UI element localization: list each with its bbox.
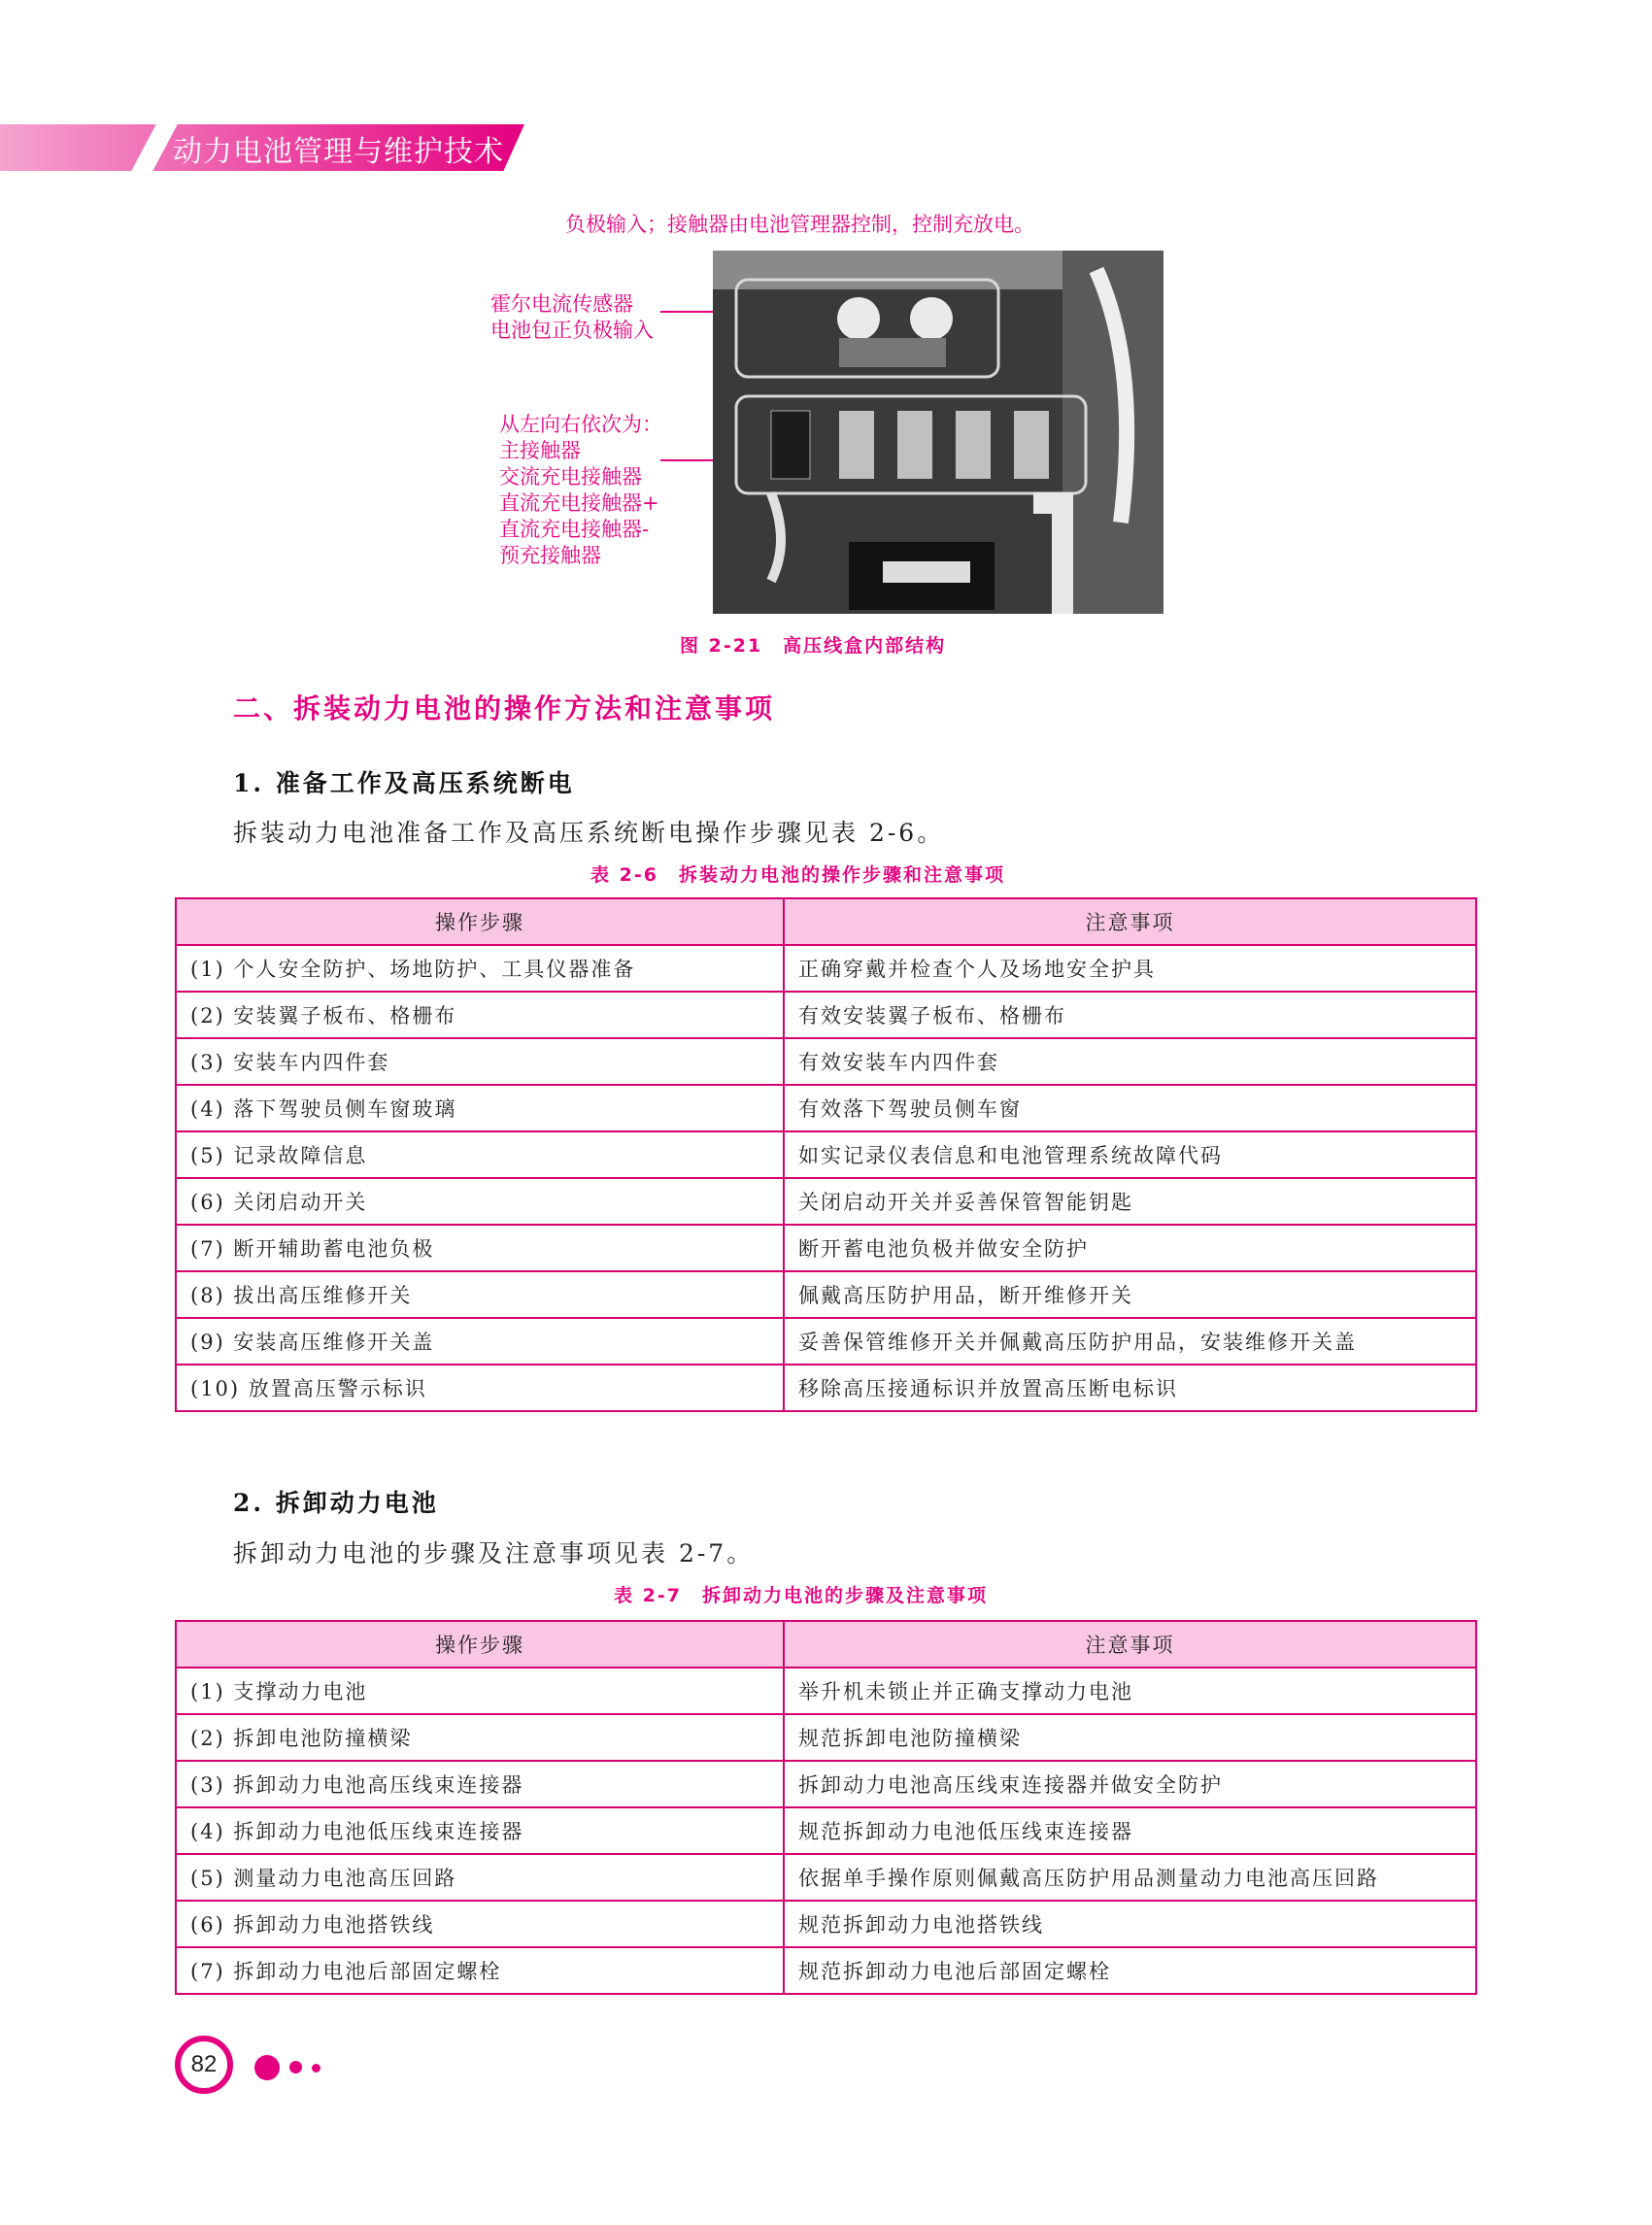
step-cell: (10) 放置高压警示标识 [176,1365,784,1411]
note-cell: 规范拆卸电池防撞横梁 [784,1714,1476,1761]
note-cell: 正确穿戴并检查个人及场地安全护具 [784,945,1476,992]
decorative-dot [254,2055,280,2080]
step-cell: (5) 记录故障信息 [176,1131,784,1178]
column-header-notes: 注意事项 [784,898,1476,945]
table-row [176,1085,1476,1131]
part2-heading: 2. 拆卸动力电池 [233,1489,439,1517]
step-cell: (6) 关闭启动开关 [176,1178,784,1225]
note-cell: 佩戴高压防护用品，断开维修开关 [784,1271,1476,1318]
photo-illustration [713,251,1163,614]
table-row [176,1038,1476,1085]
table-row [176,1714,1476,1761]
table-row [176,1761,1476,1807]
table-row [176,1854,1476,1901]
section-title: 二、拆装动力电池的操作方法和注意事项 [233,692,776,725]
step-cell: (2) 拆卸电池防撞横梁 [176,1714,784,1761]
figure-caption: 图 2-21 高压线盒内部结构 [680,635,947,657]
note-cell: 有效落下驾驶员侧车窗 [784,1085,1476,1131]
table-row [176,1178,1476,1225]
table-row [176,1225,1476,1271]
note-cell: 有效安装翼子板布、格栅布 [784,992,1476,1038]
note-cell: 有效安装车内四件套 [784,1038,1476,1085]
step-cell: (3) 安装车内四件套 [176,1038,784,1085]
table-2-6 [175,897,1477,1412]
table-row [176,992,1476,1038]
column-header-steps: 操作步骤 [176,1621,784,1668]
table-row [176,1271,1476,1318]
decorative-dot [312,2064,320,2073]
table-header-row [176,898,1476,945]
step-cell: (1) 个人安全防护、场地防护、工具仪器准备 [176,945,784,992]
annotation-hall-sensor: 霍尔电流传感器 电池包正负极输入 [490,292,654,342]
note-cell: 规范拆卸动力电池搭铁线 [784,1901,1476,1947]
table-2-6-caption: 表 2-6 拆装动力电池的操作步骤和注意事项 [590,864,1005,886]
column-header-notes: 注意事项 [784,1621,1476,1668]
table-row [176,945,1476,992]
part2-intro: 拆卸动力电池的步骤及注意事项见表 2-7。 [233,1539,755,1568]
note-cell: 移除高压接通标识并放置高压断电标识 [784,1365,1476,1411]
table-row [176,1318,1476,1365]
table-row [176,1901,1476,1947]
note-cell: 举升机未锁止并正确支撑动力电池 [784,1668,1476,1714]
table-row [176,1947,1476,1994]
table-header-row [176,1621,1476,1668]
step-cell: (9) 安装高压维修开关盖 [176,1318,784,1365]
step-cell: (7) 断开辅助蓄电池负极 [176,1225,784,1271]
note-cell: 依据单手操作原则佩戴高压防护用品测量动力电池高压回路 [784,1854,1476,1901]
step-cell: (1) 支撑动力电池 [176,1668,784,1714]
table-row [176,1131,1476,1178]
table-row [176,1365,1476,1411]
annotation-contactors: 从左向右依次为： 主接触器 交流充电接触器 直流充电接触器+ 直流充电接触器- 预充接触器 [499,413,662,567]
high-voltage-box-photo [713,251,1163,614]
table-2-7 [175,1620,1477,1995]
note-cell: 断开蓄电池负极并做安全防护 [784,1225,1476,1271]
step-cell: (5) 测量动力电池高压回路 [176,1854,784,1901]
table-row [176,1668,1476,1714]
part1-heading: 1. 准备工作及高压系统断电 [233,769,575,797]
annotation-top: 负极输入；接触器由电池管理器控制，控制充放电。 [565,213,1034,236]
note-cell: 规范拆卸动力电池后部固定螺栓 [784,1947,1476,1994]
step-cell: (4) 拆卸动力电池低压线束连接器 [176,1807,784,1854]
note-cell: 关闭启动开关并妥善保管智能钥匙 [784,1178,1476,1225]
note-cell: 拆卸动力电池高压线束连接器并做安全防护 [784,1761,1476,1807]
page-number: 82 [190,2051,218,2077]
step-cell: (8) 拔出高压维修开关 [176,1271,784,1318]
step-cell: (7) 拆卸动力电池后部固定螺栓 [176,1947,784,1994]
book-title: 动力电池管理与维护技术 [173,135,504,169]
step-cell: (4) 落下驾驶员侧车窗玻璃 [176,1085,784,1131]
table-row [176,1807,1476,1854]
note-cell: 如实记录仪表信息和电池管理系统故障代码 [784,1131,1476,1178]
table-2-7-caption: 表 2-7 拆卸动力电池的步骤及注意事项 [614,1585,988,1606]
column-header-steps: 操作步骤 [176,898,784,945]
step-cell: (3) 拆卸动力电池高压线束连接器 [176,1761,784,1807]
part1-intro: 拆装动力电池准备工作及高压系统断电操作步骤见表 2-6。 [233,819,945,847]
step-cell: (2) 安装翼子板布、格栅布 [176,992,784,1038]
decorative-dot [289,2061,302,2073]
note-cell: 妥善保管维修开关并佩戴高压防护用品，安装维修开关盖 [784,1318,1476,1365]
note-cell: 规范拆卸动力电池低压线束连接器 [784,1807,1476,1854]
step-cell: (6) 拆卸动力电池搭铁线 [176,1901,784,1947]
